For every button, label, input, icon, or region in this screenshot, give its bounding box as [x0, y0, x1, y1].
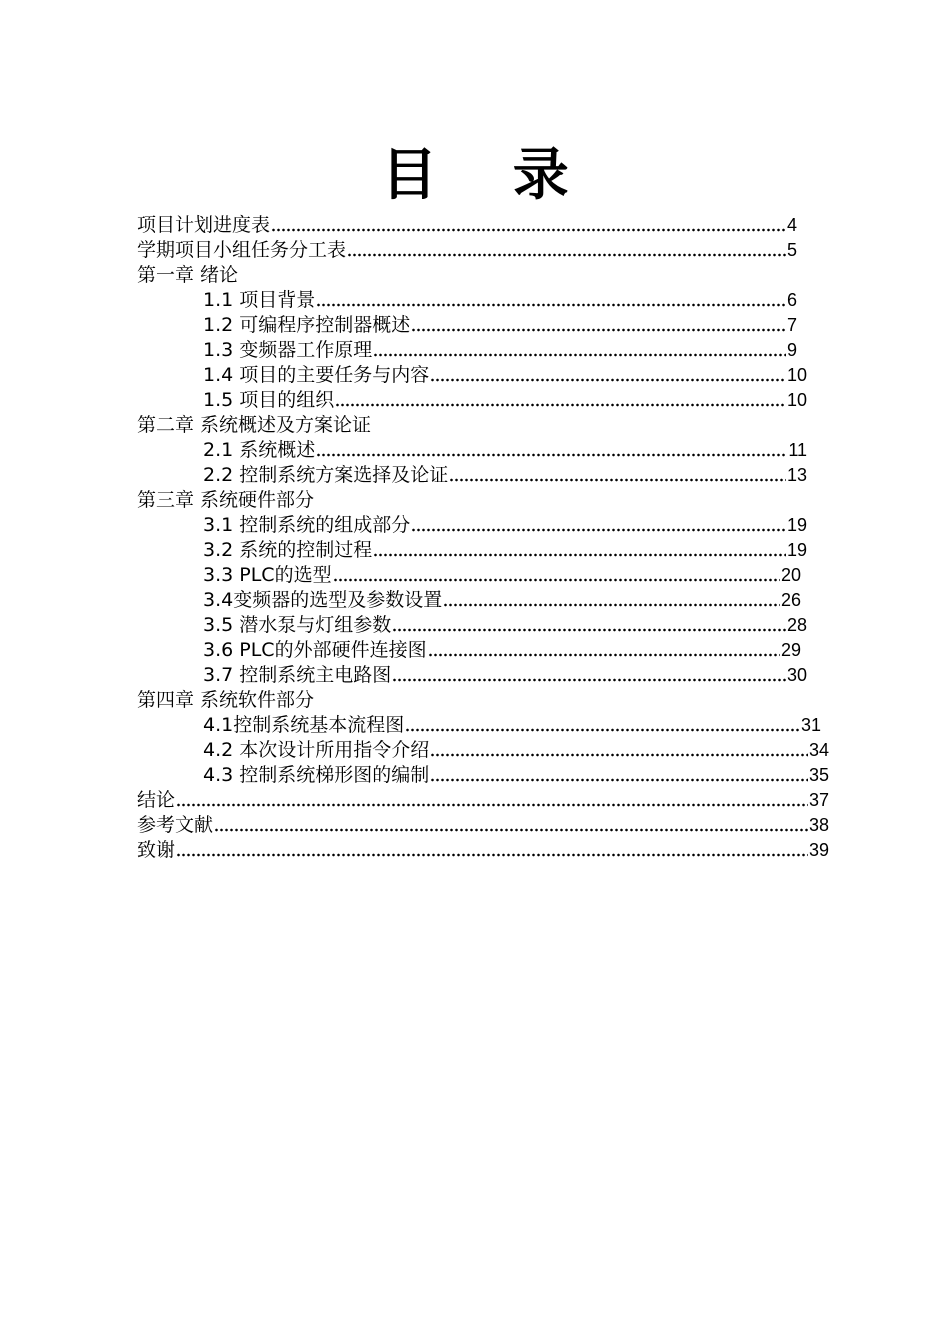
toc-entry-label: 3.5 潜水泵与灯组参数: [203, 614, 392, 636]
toc-page-number: 10: [786, 390, 807, 410]
toc-page-number: 38: [808, 815, 829, 835]
toc-entry-section[interactable]: [203, 463, 807, 488]
toc-page-number: 9: [786, 340, 797, 360]
dot-leader: [405, 713, 800, 738]
toc-entry-section[interactable]: [203, 363, 807, 388]
dot-leader: [271, 213, 786, 238]
toc-entry-label: 致谢: [137, 839, 176, 861]
toc-entry-section[interactable]: [203, 738, 829, 763]
toc-entry-section[interactable]: [203, 763, 829, 788]
dot-leader: [392, 663, 786, 688]
toc-page-number: 28: [786, 615, 807, 635]
toc-entry-label: 3.4变频器的选型及参数设置: [203, 589, 443, 611]
toc-entry-label: 3.6 PLC的外部硬件连接图: [203, 639, 427, 661]
dot-leader: [316, 288, 786, 313]
toc-page-number: 26: [780, 590, 801, 610]
toc-entry-label: 1.4 项目的主要任务与内容: [203, 364, 430, 386]
toc-entry-label: 2.2 控制系统方案选择及论证: [203, 464, 449, 486]
dot-leader: [316, 438, 787, 463]
toc-page-number: 19: [786, 515, 807, 535]
toc-entry-section[interactable]: [203, 713, 821, 738]
dot-leader: [392, 613, 786, 638]
toc-entry-section[interactable]: [203, 638, 801, 663]
dot-leader: [335, 388, 786, 413]
toc-page-number: 4: [786, 215, 797, 235]
toc-entry-section[interactable]: [203, 388, 807, 413]
toc-chapter-heading[interactable]: 第三章 系统硬件部分: [137, 489, 315, 511]
toc-page-number: 13: [786, 465, 807, 485]
toc-entry-section[interactable]: [203, 438, 807, 463]
toc-chapter-heading[interactable]: 第四章 系统软件部分: [137, 689, 315, 711]
dot-leader: [176, 788, 808, 813]
dot-leader: [411, 513, 786, 538]
toc-page-number: 39: [808, 840, 829, 860]
dot-leader: [428, 638, 780, 663]
toc-page-number: 37: [808, 790, 829, 810]
toc-page-number: 30: [786, 665, 807, 685]
toc-chapter-heading[interactable]: 第二章 系统概述及方案论证: [137, 414, 372, 436]
toc-entry-label: 4.1控制系统基本流程图: [203, 714, 405, 736]
toc-entry-section[interactable]: [203, 663, 807, 688]
toc-page-number: 35: [808, 765, 829, 785]
toc-page-number: 11: [788, 440, 807, 460]
toc-entry-schedule[interactable]: [137, 213, 797, 238]
toc-entry-section[interactable]: [203, 313, 797, 338]
toc-entry-section[interactable]: [203, 613, 807, 638]
toc-entry-section[interactable]: [203, 513, 807, 538]
dot-leader: [373, 538, 786, 563]
toc-page-number: 29: [780, 640, 801, 660]
toc-entry-label: 结论: [137, 789, 176, 811]
toc-entry-section[interactable]: [203, 538, 807, 563]
dot-leader: [449, 463, 786, 488]
dot-leader: [430, 738, 808, 763]
toc-page-number: 34: [808, 740, 829, 760]
toc-entry-label: 项目计划进度表: [137, 214, 271, 236]
toc-page-number: 10: [786, 365, 807, 385]
toc-page-number: 6: [786, 290, 797, 310]
dot-leader: [333, 563, 780, 588]
toc-entry-label: 4.3 控制系统梯形图的编制: [203, 764, 430, 786]
toc-entry-section[interactable]: [203, 563, 801, 588]
dot-leader: [373, 338, 786, 363]
dot-leader: [430, 763, 808, 788]
toc-entry-section[interactable]: [203, 588, 801, 613]
dot-leader: [347, 238, 786, 263]
toc-entry-label: 1.1 项目背景: [203, 289, 316, 311]
toc-page-number: 5: [786, 240, 797, 260]
toc-entry-acknowledgements[interactable]: [137, 838, 829, 863]
toc-entry-references[interactable]: [137, 813, 829, 838]
toc-entry-section[interactable]: [203, 338, 797, 363]
toc-entry-label: 参考文献: [137, 814, 214, 836]
toc-entry-label: 3.2 系统的控制过程: [203, 539, 373, 561]
toc-entry-label: 3.1 控制系统的组成部分: [203, 514, 411, 536]
dot-leader: [430, 363, 786, 388]
toc-entry-task-division[interactable]: [137, 238, 797, 263]
toc-entry-label: 学期项目小组任务分工表: [137, 239, 347, 261]
toc-page-number: 7: [786, 315, 797, 335]
toc-title: 目 录: [381, 143, 597, 208]
toc-entry-label: 1.5 项目的组织: [203, 389, 335, 411]
dot-leader: [443, 588, 780, 613]
dot-leader: [176, 838, 808, 863]
toc-page-number: 31: [800, 715, 821, 735]
toc-entry-label: 3.3 PLC的选型: [203, 564, 332, 586]
toc-entry-section[interactable]: [203, 288, 797, 313]
toc-entry-label: 4.2 本次设计所用指令介绍: [203, 739, 430, 761]
toc-entry-label: 3.7 控制系统主电路图: [203, 664, 392, 686]
dot-leader: [411, 313, 786, 338]
toc-entry-conclusion[interactable]: [137, 788, 829, 813]
toc-page-number: 19: [786, 540, 807, 560]
toc-entry-label: 1.3 变频器工作原理: [203, 339, 373, 361]
toc-entry-label: 2.1 系统概述: [203, 439, 316, 461]
toc-entry-label: 1.2 可编程序控制器概述: [203, 314, 411, 336]
dot-leader: [214, 813, 808, 838]
toc-chapter-heading[interactable]: 第一章 绪论: [137, 264, 239, 286]
toc-page-number: 20: [780, 565, 801, 585]
